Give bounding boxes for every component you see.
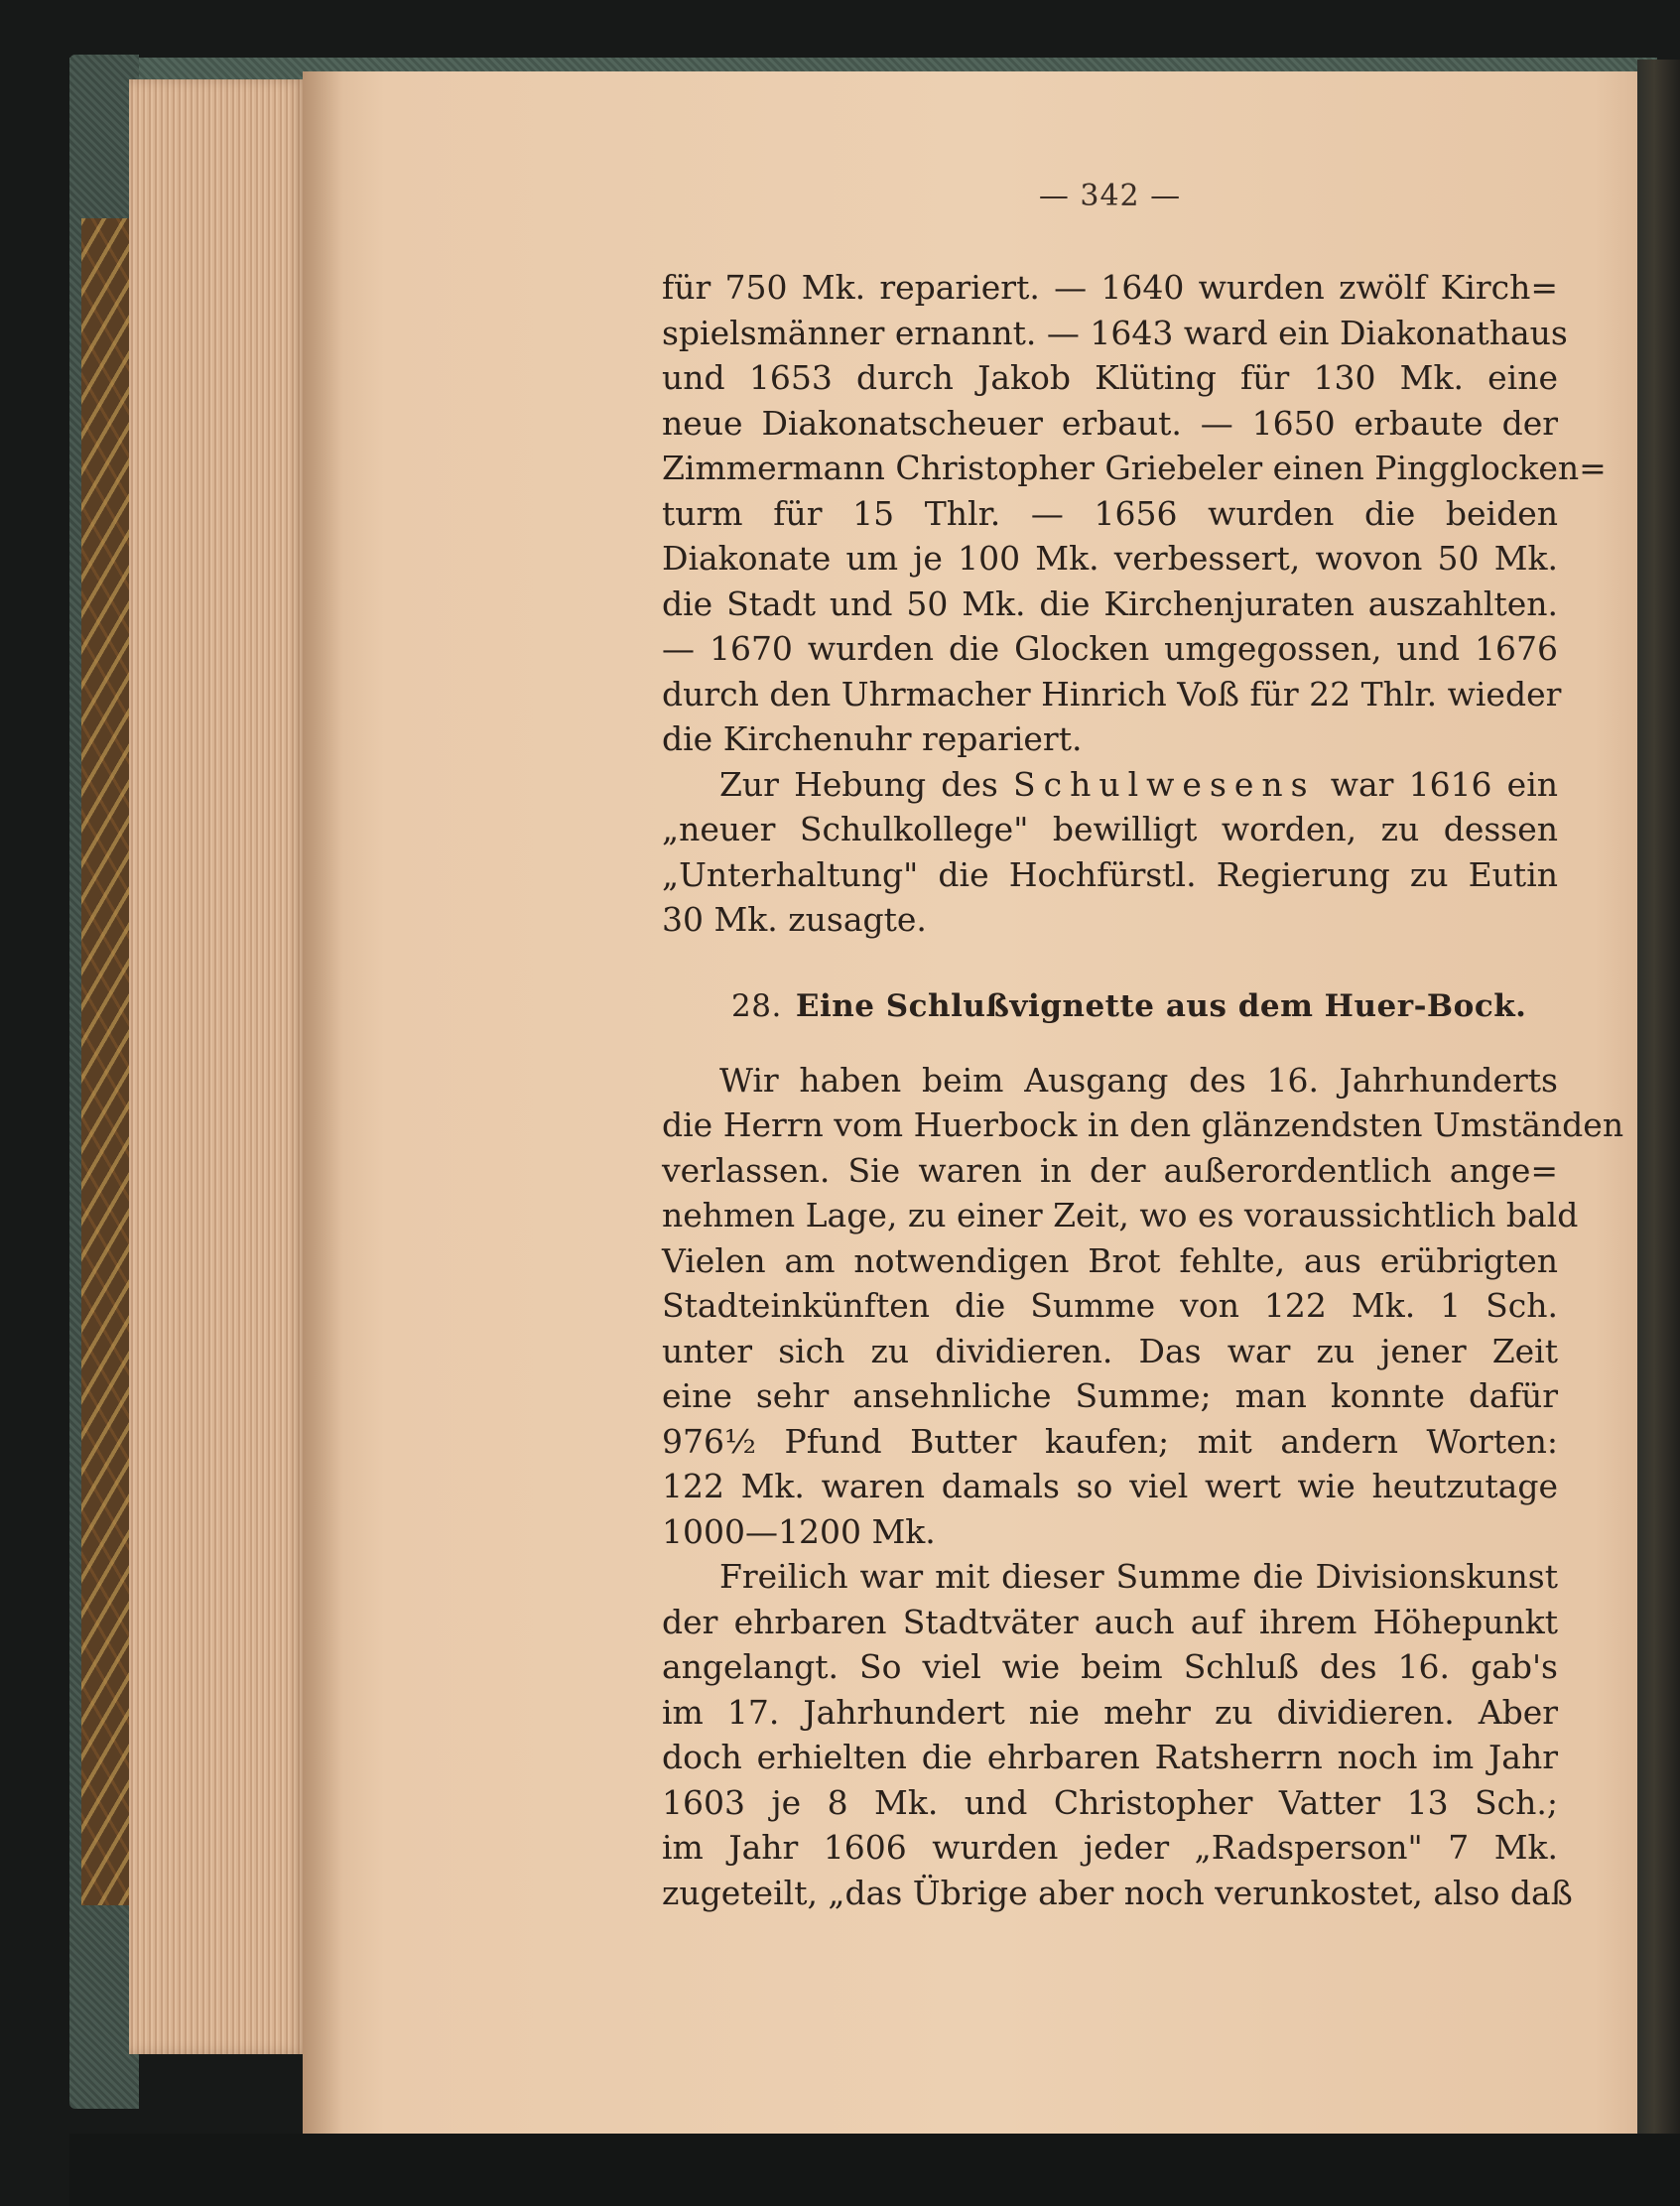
text-line: die Herrn vom Huerbock in den glänzendsten Umständen — [662, 1105, 1624, 1144]
text-line: angelangt. So viel wie beim Schluß des 16. gab's — [662, 1647, 1558, 1686]
text-line: die Kirchenuhr repariert. — [662, 719, 1083, 758]
text-line: unter sich zu dividieren. Das war zu jener Zeit — [662, 1331, 1558, 1370]
page-number: — 342 — — [1038, 179, 1182, 213]
text-line: Stadteinkünften die Summe von 122 Mk. 1 Sch. — [662, 1286, 1558, 1325]
marbled-endpaper — [81, 218, 129, 1905]
text-line: „neuer Schulkollege" bewilligt worden, zu dessen — [662, 810, 1558, 848]
text-line: 1000—1200 Mk. — [662, 1511, 936, 1551]
text-line: — 1670 wurden die Glocken umgegossen, und 1676 — [662, 629, 1558, 668]
text-line: zugeteilt, „das Übrige aber noch verunkostet, also daß — [662, 1873, 1573, 1912]
text-line: durch den Uhrmacher Hinrich Voß für 22 Thlr. wieder — [662, 674, 1562, 714]
text-line: nehmen Lage, zu einer Zeit, wo es voraussichtlich bald — [662, 1196, 1579, 1234]
page-text — [662, 179, 1624, 1915]
text-line: Wir haben beim Ausgang des 16. Jahrhunderts — [719, 1060, 1558, 1100]
emphasized-word: Schulwesens — [1013, 764, 1316, 804]
text-line: für 750 Mk. repariert. — 1640 wurden zwölf Kirch= — [662, 268, 1558, 307]
text-fragment: Zur Hebung des — [719, 764, 998, 804]
text-line: eine sehr ansehnliche Summe; man konnte dafür — [662, 1376, 1558, 1415]
text-line: 122 Mk. waren damals so viel wert wie heutzutage — [662, 1467, 1558, 1505]
text-line: 976½ Pfund Butter kaufen; mit andern Worten: — [662, 1421, 1558, 1461]
text-line: Freilich war mit dieser Summe die Divisionskunst — [719, 1557, 1558, 1596]
text-line: der ehrbaren Stadtväter auch auf ihrem Höhepunkt — [662, 1602, 1558, 1641]
text-line: spielsmänner ernannt. — 1643 ward ein Diakonathaus — [662, 313, 1568, 352]
section-heading — [731, 988, 1558, 1024]
paragraph-4 — [662, 1554, 1573, 1915]
paragraph-1 — [662, 265, 1607, 762]
text-line — [662, 762, 1558, 808]
paragraph-2 — [662, 762, 1558, 943]
right-cover-edge — [1637, 60, 1680, 2206]
bottom-background — [69, 2134, 1680, 2206]
text-line: und 1653 durch Jakob Klüting für 130 Mk. eine — [662, 358, 1558, 397]
text-line: Zimmermann Christopher Griebeler einen Pingglocken= — [662, 449, 1607, 487]
section-title: Eine Schlußvignette aus dem Huer-Bock. — [795, 987, 1527, 1024]
section-number: 28. — [731, 987, 782, 1024]
text-line: Diakonate um je 100 Mk. verbessert, wovon 50 Mk. — [662, 539, 1558, 578]
page-gutter-shadow — [303, 71, 342, 2175]
text-fragment: war 1616 ein — [1330, 764, 1559, 804]
paragraph-3 — [662, 1058, 1624, 1555]
text-line: die Stadt und 50 Mk. die Kirchenjuraten auszahlten. — [662, 584, 1558, 623]
text-line: verlassen. Sie waren in der außerordentlich ange= — [662, 1150, 1558, 1190]
text-line: „Unterhaltung" die Hochfürstl. Regierung zu Eutin — [662, 854, 1558, 894]
text-line: im 17. Jahrhundert nie mehr zu dividieren. Aber — [662, 1692, 1558, 1732]
text-line: turm für 15 Thlr. — 1656 wurden die beiden — [662, 493, 1558, 533]
text-line: 1603 je 8 Mk. und Christopher Vatter 13 Sch.; — [662, 1782, 1558, 1822]
text-line: im Jahr 1606 wurden jeder „Radsperson" 7 Mk. — [662, 1828, 1558, 1867]
text-line: Vielen am notwendigen Brot fehlte, aus erübrigten — [662, 1240, 1558, 1280]
text-line: neue Diakonatscheuer erbaut. — 1650 erbaute der — [662, 403, 1558, 443]
text-line: doch erhielten die ehrbaren Ratsherrn noch im Jahr — [662, 1738, 1558, 1776]
page-edges — [129, 79, 308, 2054]
text-line: 30 Mk. zusagte. — [662, 900, 927, 939]
